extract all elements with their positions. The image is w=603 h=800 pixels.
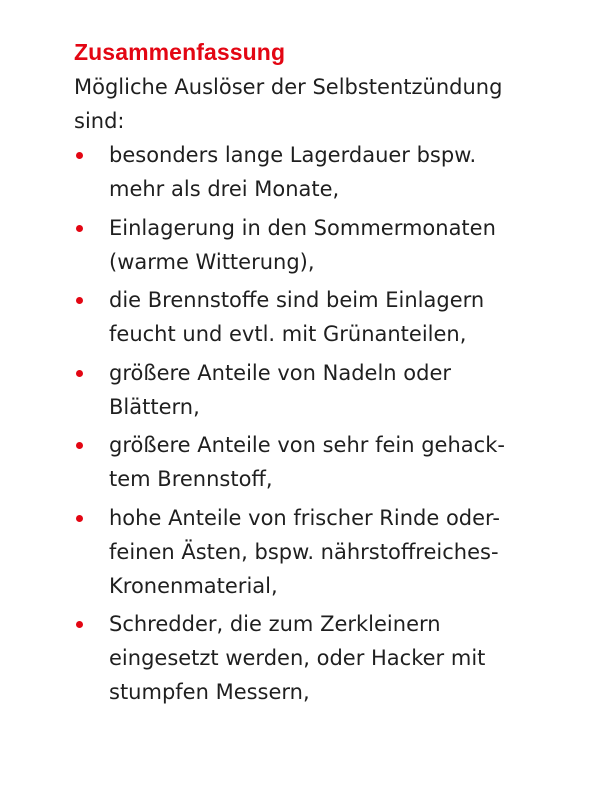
trigger-list	[74, 138, 574, 709]
bullet-icon	[76, 515, 83, 522]
bullet-icon	[76, 370, 83, 377]
list-item-line: tem Brennstoff,	[109, 467, 273, 491]
list-item	[74, 428, 574, 496]
list-item-line: feinen Ästen, bspw. nährstoffreiches-	[109, 539, 499, 564]
list-item-line: Einlagerung in den Sommermonaten	[109, 215, 496, 240]
list-item-line: Schredder, die zum Zerkleinern	[109, 612, 441, 636]
list-item	[74, 356, 574, 424]
list-item-line: Blättern,	[109, 394, 200, 419]
list-item-line: stumpfen Messern,	[109, 680, 310, 704]
summary-box	[74, 38, 574, 714]
list-item-line: mehr als drei Monate,	[109, 177, 340, 201]
list-item	[74, 211, 574, 279]
list-item-line: feucht und evtl. mit Grünanteilen,	[109, 322, 467, 346]
bullet-icon	[76, 225, 83, 232]
list-item-line: größere Anteile von sehr fein gehack-	[109, 433, 505, 457]
intro-line: sind:	[74, 109, 125, 133]
list-item	[74, 138, 574, 206]
list-item-line: die Brennstoffe sind beim Einlagern	[109, 288, 485, 312]
list-item-line: besonders lange Lagerdauer bspw.	[109, 143, 477, 167]
intro-line: Mögliche Auslöser der Selbstentzündung	[74, 75, 503, 99]
summary-heading: Zusammenfassung	[74, 39, 286, 65]
list-item	[74, 501, 574, 603]
list-item	[74, 607, 574, 709]
list-item-line: Kronenmaterial,	[109, 573, 278, 598]
list-item-line: eingesetzt werden, oder Hacker mit	[109, 646, 486, 670]
list-item	[74, 283, 574, 351]
list-item-line: hohe Anteile von frischer Rinde oder-	[109, 505, 500, 530]
summary-intro	[74, 70, 574, 138]
bullet-icon	[76, 442, 83, 449]
bullet-icon	[76, 152, 83, 159]
list-item-line: größere Anteile von Nadeln oder	[109, 360, 451, 385]
bullet-icon	[76, 297, 83, 304]
bullet-icon	[76, 621, 83, 628]
list-item-line: (warme Witterung),	[109, 249, 315, 274]
